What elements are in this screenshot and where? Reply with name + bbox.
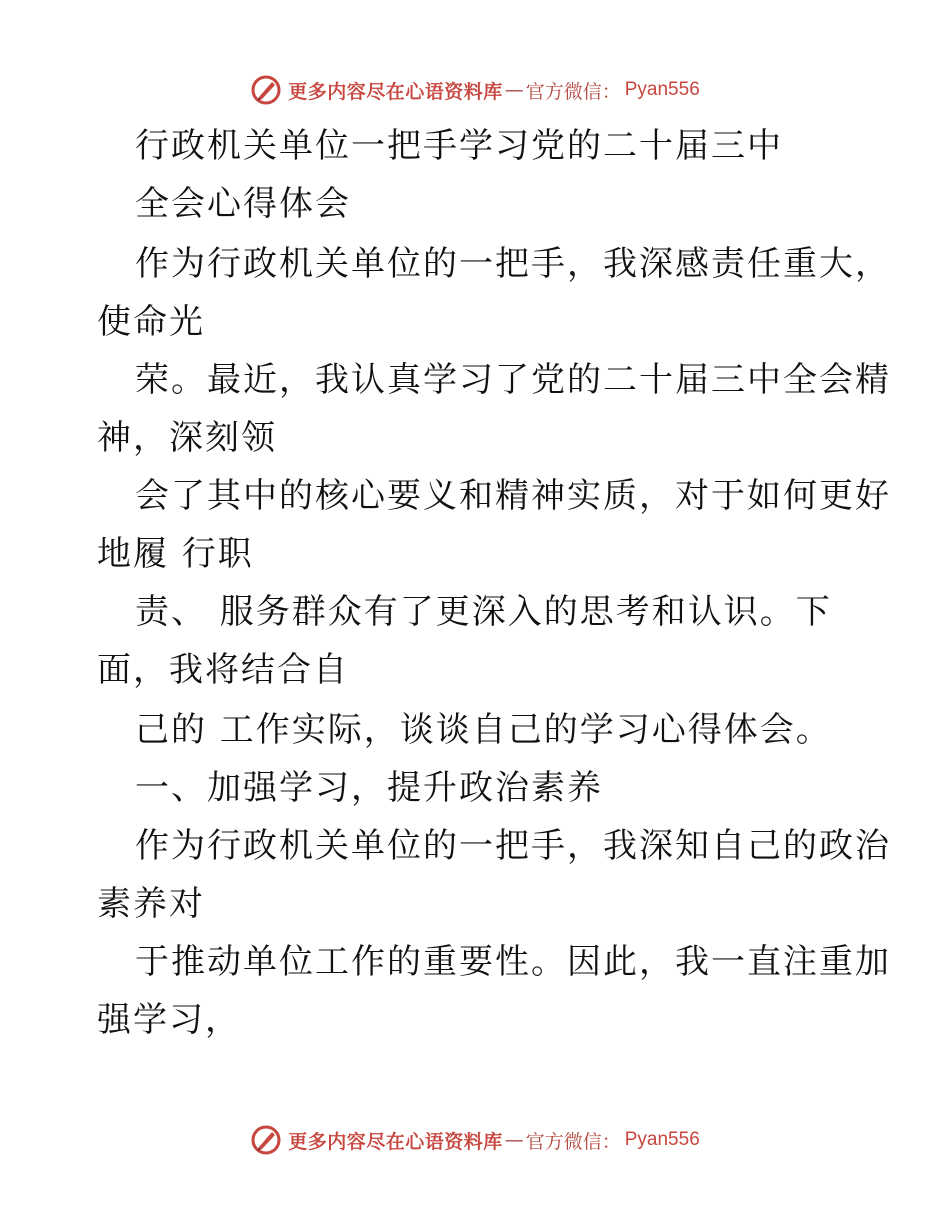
title-line-2: 全会心得体会 [135,184,351,224]
text-line: 己的 工作实际，谈谈自己的学习心得体会。 [135,710,832,750]
header-dash: — [504,79,524,101]
section-heading: 一、加强学习，提升政治素养 [135,768,603,808]
text-line: 责、 服务群众有了更深入的思考和认识。下 [135,592,832,632]
text-line: 会了其中的核心要义和精神实质，对于如何更好 [135,476,891,516]
header-wechat-label: 官方微信： [525,80,621,103]
quill-logo-icon [250,74,282,106]
footer-watermark [0,1120,950,1160]
text-line: 作为行政机关单位的一把手，我深知自己的政治 [135,826,891,866]
footer-wechat-label: 官方微信： [525,1130,621,1153]
footer-dash: — [504,1129,524,1151]
title-line-1: 行政机关单位一把手学习党的二十届三中 [135,126,783,166]
text-line: 荣。最近，我认真学习了党的二十届三中全会精 [135,360,891,400]
header-watermark [0,70,950,110]
text-line: 素养对 [97,884,205,924]
text-line: 使命光 [97,302,205,342]
text-line: 强学习， [97,1000,241,1040]
text-line: 作为行政机关单位的一把手，我深感责任重大， [135,244,891,284]
quill-logo-icon [250,1124,282,1156]
text-line: 于推动单位工作的重要性。因此，我一直注重加 [135,942,891,982]
text-line: 神，深刻领 [97,418,277,458]
text-line: 地履 行职 [97,534,254,574]
header-site-text: 更多内容尽在心语资料库 [288,80,503,103]
header-wechat-id: Pyan556 [624,79,700,100]
text-line: 面，我将结合自 [97,650,349,690]
footer-site-text: 更多内容尽在心语资料库 [288,1130,503,1153]
footer-wechat-id: Pyan556 [624,1129,700,1150]
